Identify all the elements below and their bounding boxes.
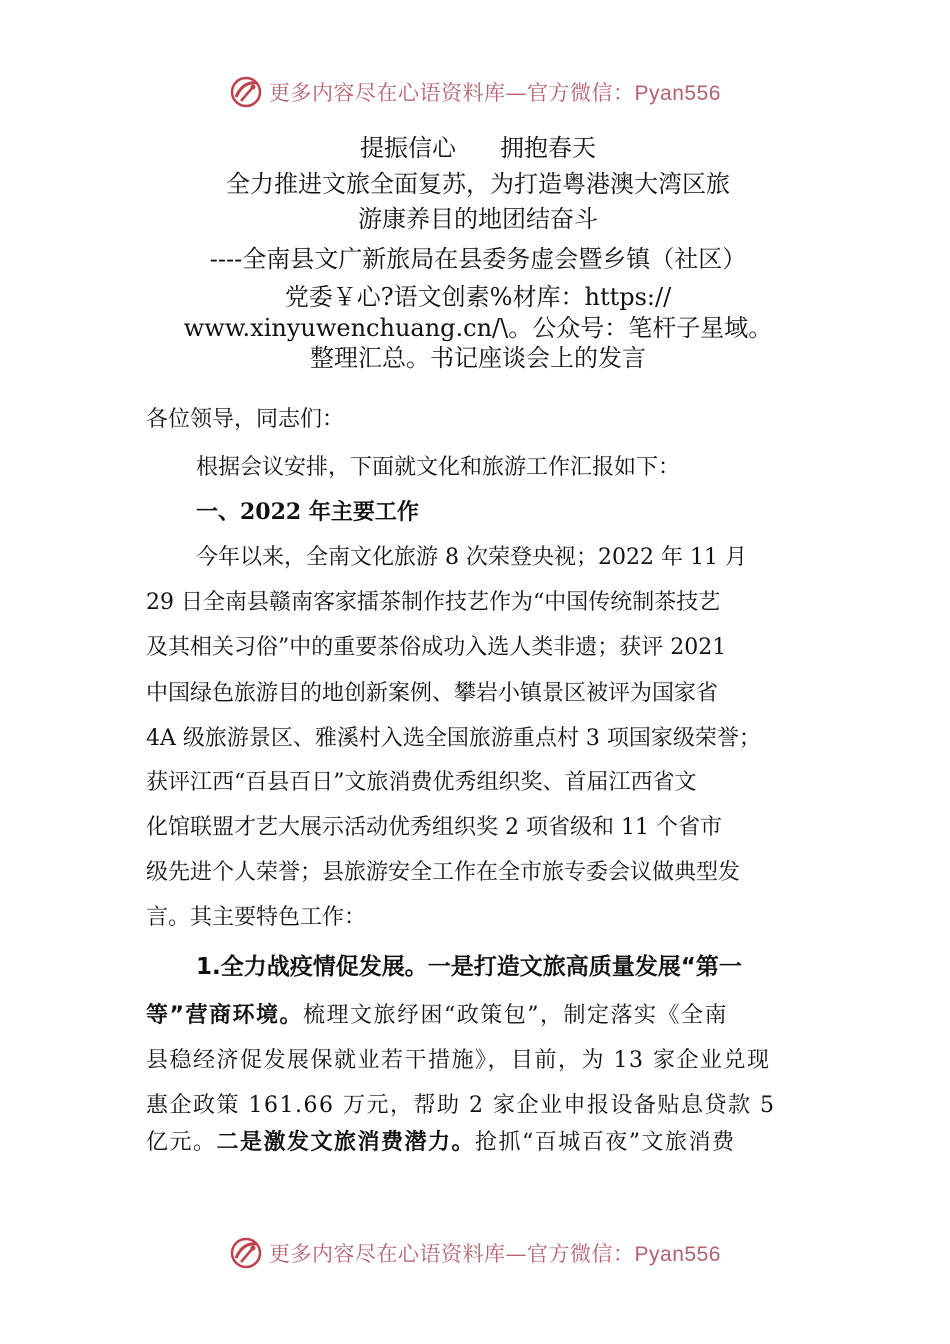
title-line-3: 游康养目的地团结奋斗 [358,205,598,233]
banner-text: 更多内容尽在心语资料库—官方微信：Pyan556 [269,81,721,105]
footer-banner [0,1231,950,1275]
title-line-1: 提振信心 拥抱春天 [360,134,596,162]
header-banner [0,70,950,114]
subtitle-line-1: ----全南县文广新旅局在县委务虚会暨乡镇（社区） [209,245,747,273]
paragraph-line: 等”营商环境。梳理文旅纾困“政策包”，制定落实《全南 [146,1003,728,1028]
logo-icon [229,1236,263,1270]
banner-text: 更多内容尽在心语资料库—官方微信：Pyan556 [269,1242,721,1266]
intro-paragraph: 根据会议安排，下面就文化和旅游工作汇报如下： [196,455,681,480]
subsection-heading-inline: 二是激发文旅消费潜力。 [216,1130,476,1155]
subsection-heading: 1.全力战疫情促发展。一是打造文旅高质量发展“第一 [196,954,742,980]
subtitle-line-3: www.xinyuwenchuang.cn/\。公众号：笔杆子星域。 [183,314,773,342]
greeting: 各位领导，同志们： [146,407,345,432]
paragraph-line: 今年以来，全南文化旅游 8 次荣登央视；2022 年 11 月 [196,545,747,570]
subtitle-line-4: 整理汇总。书记座谈会上的发言 [310,344,646,372]
paragraph-line: 言。其主要特色工作： [146,905,367,930]
paragraph-line: 中国绿色旅游目的地创新案例、攀岩小镇景区被评为国家省 [146,681,719,706]
paragraph-line: 获评江西“百县百日”文旅消费优秀组织奖、首届江西省文 [146,770,697,795]
paragraph-line: 县稳经济促发展保就业若干措施》，目前，为 13 家企业兑现 [146,1048,771,1073]
paragraph-line: 化馆联盟才艺大展示活动优秀组织奖 2 项省级和 11 个省市 [146,815,722,840]
logo-icon [229,75,263,109]
paragraph-line: 惠企政策 161.66 万元，帮助 2 家企业申报设备贴息贷款 5 [146,1093,776,1118]
paragraph-line: 29 日全南县赣南客家擂茶制作技艺作为“中国传统制茶技艺 [146,590,721,615]
paragraph-line: 级先进个人荣誉；县旅游安全工作在全市旅专委会议做典型发 [146,860,741,885]
subtitle-line-2: 党委￥心?语文创素%材库：https:// [284,283,672,311]
title-line-2: 全力推进文旅全面复苏，为打造粤港澳大湾区旅 [226,170,730,198]
subsection-heading-cont: 等”营商环境。 [146,1003,303,1028]
paragraph-line: 4A 级旅游景区、雅溪村入选全国旅游重点村 3 项国家级荣誉； [146,726,761,751]
paragraph-line: 亿元。二是激发文旅消费潜力。抢抓“百城百夜”文旅消费 [146,1130,736,1155]
paragraph-line: 及其相关习俗”中的重要茶俗成功入选人类非遗；获评 2021 [146,635,727,660]
section-heading: 一、2022 年主要工作 [196,499,419,525]
